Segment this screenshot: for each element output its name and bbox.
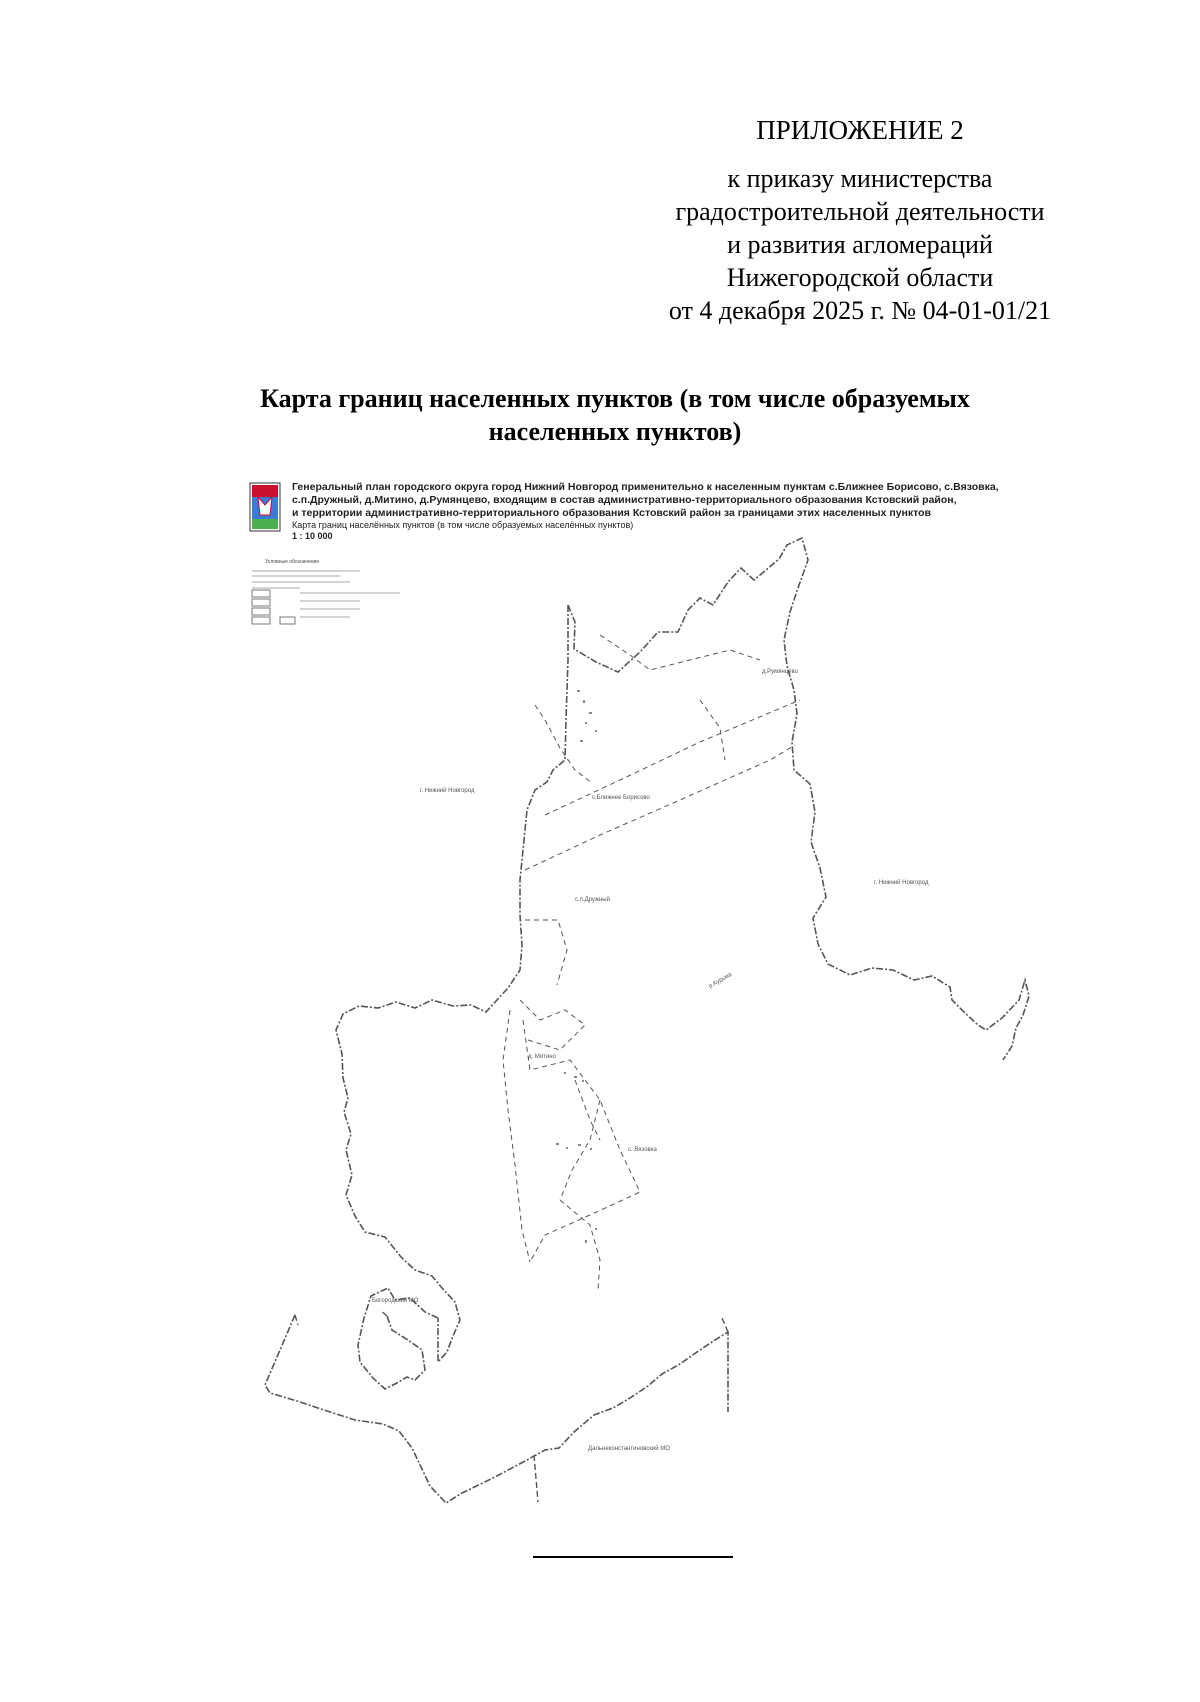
legend-title: Условные обозначения [265,559,320,565]
map-place-labels [372,669,929,1452]
appendix-title: ПРИЛОЖЕНИЕ 2 [756,115,964,145]
appendix-line-1: к приказу министерства [727,164,993,193]
label-dalnekonstantinovsky: Дальнеконстантиновский МО [588,1446,670,1452]
appendix-line-4: Нижегородской области [726,263,994,292]
map-header-line-3: и территории административно-территориального образования Кстовский район за границами этих населенных пунктов [292,507,931,519]
label-nizhny-novgorod-east: г. Нижний Новгород [874,880,929,886]
internal-settlement-boundaries [503,635,800,1290]
settlements-western-boundary [336,605,568,1362]
label-nizhny-novgorod-west: г. Нижний Новгород [420,788,475,794]
appendix-line-2: градостроительной деятельности [675,197,1045,226]
region-emblem-icon [250,483,280,531]
eastern-municipal-boundary [534,1318,728,1502]
map-scale: 1 : 10 000 [292,531,333,541]
emblem-top-red [252,485,278,497]
map-header [292,481,999,541]
southern-municipal-boundary [265,1288,728,1503]
label-bogorodsky: Богородский МО [372,1298,419,1304]
label-druzhny: с.п.Дружный [575,897,610,903]
map-legend [252,559,400,624]
end-separator-line [533,1556,733,1558]
emblem-bottom-green [252,519,278,529]
label-vyazovka: с. Вязовка [628,1147,657,1153]
southwest-boundary-link [295,1310,387,1325]
appendix-line-3: и развития агломераций [727,230,993,259]
label-rumyantsevo: д.Румянцево [762,669,798,675]
document-title: Карта границ населенных пунктов (в том числе образуемых населенных пунктов) [260,384,970,446]
map-header-line-4: Карта границ населённых пунктов (в том числе образуемых населённых пунктов) [292,520,634,530]
appendix-line-5: от 4 декабря 2025 г. № 04-01-01/21 [668,296,1052,325]
label-blizhnee-borisovo: с.Ближнее Борисово [592,795,650,801]
label-kudma-river: р.Кудьма [708,971,733,990]
label-mitino: д. Митино [528,1054,556,1060]
map-header-line-2: с.п.Дружный, д.Митино, д.Румянцево, входящим в состав административно-территориального образования Кстовский район, [292,494,957,506]
map-header-line-1: Генеральный план городского округа город Нижний Новгород применительно к населенным пунктам с.Ближнее Борисово, с.Вязовка, [292,481,999,493]
